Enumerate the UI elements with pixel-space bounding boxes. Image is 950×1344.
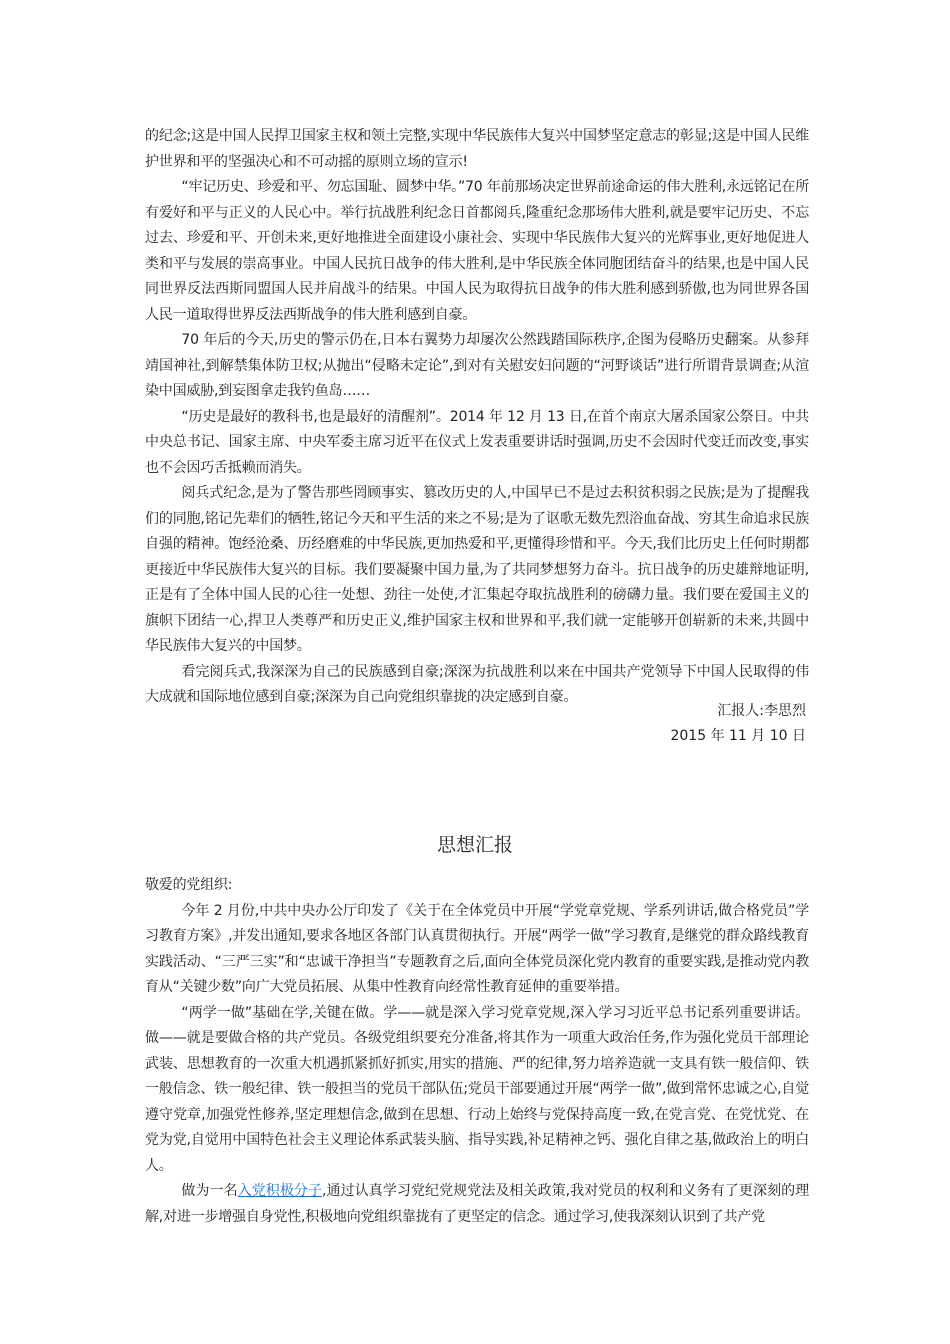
paragraph-text: 做为一名	[181, 1183, 238, 1199]
paragraph: 看完阅兵式,我深深为自己的民族感到自豪;深深为抗战胜利以来在中国共产党领导下中国人民取得的伟大成就和国际地位感到自豪;深深为自己向党组织靠拢的决定感到自豪。	[145, 663, 809, 705]
salutation: 敬爱的党组织:	[145, 877, 233, 893]
signature-date: 2015 年 11 月 10 日	[670, 728, 806, 744]
signature: 汇报人:李思烈	[717, 703, 806, 719]
paragraph	[145, 1179, 809, 1230]
paragraph: “牢记历史、珍爱和平、勿忘国耻、圆梦中华。”70 年前那场决定世界前途命运的伟大胜利,永远铭记在所有爱好和平与正义的人民心中。举行抗战胜利纪念日首都阅兵,隆重纪念那场伟大胜利,就是要牢记历史、不忘过去、珍爱和平、开创未来,更好地推进全面建设小康社会、实现中华民族伟大复兴的光辉事业,更好地促进人类和平与发展的崇高事业。中国人民抗日战争的伟大胜利,是中华民族全体同胞团结奋斗的结果,也是中国人民同世界反法西斯同盟国人民并肩战斗的结果。中国人民为取得抗日战争的伟大胜利感到骄傲,也为同世界各国人民一道取得世界反法西斯战争的伟大胜利感到自豪。	[145, 179, 809, 323]
paragraph: “历史是最好的教科书,也是最好的清醒剂”。2014 年 12 月 13 日,在首个南京大屠杀国家公祭日。中共中央总书记、国家主席、中央军委主席习近平在仪式上发表重要讲话时强调,历史不会因时代变迁而改变,事实也不会因巧舌抵赖而消失。	[145, 408, 809, 476]
paragraph: 今年 2 月份,中共中央办公厅印发了《关于在全体党员中开展“学党章党规、学系列讲话,做合格党员”学习教育方案》,并发出通知,要求各地区各部门认真贯彻执行。开展“两学一做”学习教育,是继党的群众路线教育实践活动、“三严三实”和“忠诚干净担当”专题教育之后,面向全体党员深化党内教育的重要实践,是推动党内教育从“关键少数”向广大党员拓展、从集中性教育向经常性教育延伸的重要举措。	[145, 902, 809, 995]
paragraph: 阅兵式纪念,是为了警告那些罔顾事实、篡改历史的人,中国早已不是过去积贫积弱之民族;是为了提醒我们的同胞,铭记先辈们的牺牲,铭记今天和平生活的来之不易;是为了讴歌无数先烈浴血奋战、穷其生命追求民族自强的精神。饱经沧桑、历经磨难的中华民族,更加热爱和平,更懂得珍惜和平。今天,我们比历史上任何时期都更接近中华民族伟大复兴的目标。我们要凝聚中国力量,为了共同梦想努力奋斗。抗日战争的历史雄辩地证明,正是有了全体中国人民的心往一处想、劲往一处使,才汇集起夺取抗战胜利的磅礴力量。我们要在爱国主义的旗帜下团结一心,捍卫人类尊严和历史正义,维护国家主权和世界和平,我们就一定能够开创崭新的未来,共圆中华民族伟大复兴的中国梦。	[145, 485, 809, 654]
activist-link[interactable]: 入党积极分子	[237, 1183, 323, 1199]
report-1-body	[145, 124, 809, 711]
paragraph-text: ,通过认真学习党纪党规党法及相关政策,我对党员的权利和义务有了更深刻的理解,对进一步增强自身党性,积极地向党组织靠拢有了更坚定的信念。通过学习,使我深刻认识到了共产党	[145, 1183, 809, 1225]
paragraph: 70 年后的今天,历史的警示仍在,日本右翼势力却屡次公然践踏国际秩序,企图为侵略历史翻案。从参拜靖国神社,到解禁集体防卫权;从抛出“侵略未定论”,到对有关慰安妇问题的“河野谈话”进行所谓背景调查;从渲染中国威胁,到妄图拿走我钓鱼岛……	[145, 332, 809, 399]
document-title: 思想汇报	[436, 834, 513, 856]
paragraph: “两学一做”基础在学,关键在做。学——就是深入学习党章党规,深入学习习近平总书记系列重要讲话。做——就是要做合格的共产党员。各级党组织要充分准备,将其作为一项重大政治任务,作为强化党员干部理论武装、思想教育的一次重大机遇抓紧抓好抓实,用实的措施、严的纪律,努力培养造就一支具有铁一般信仰、铁一般信念、铁一般纪律、铁一般担当的党员干部队伍;党员干部要通过开展“两学一做”,做到常怀忠诚之心,自觉遵守党章,加强党性修养,坚定理想信念,做到在思想、行动上始终与党保持高度一致,在党言党、在党忧党、在党为党,自觉用中国特色社会主义理论体系武装头脑、指导实践,补足精神之钙、强化自律之基,做政治上的明白人。	[145, 1004, 809, 1174]
paragraph: 的纪念;这是中国人民捍卫国家主权和领土完整,实现中华民族伟大复兴中国梦坚定意志的彰显;这是中国人民维护世界和平的坚强决心和不可动摇的原则立场的宣示!	[145, 128, 809, 170]
report-2-body	[145, 873, 809, 1230]
